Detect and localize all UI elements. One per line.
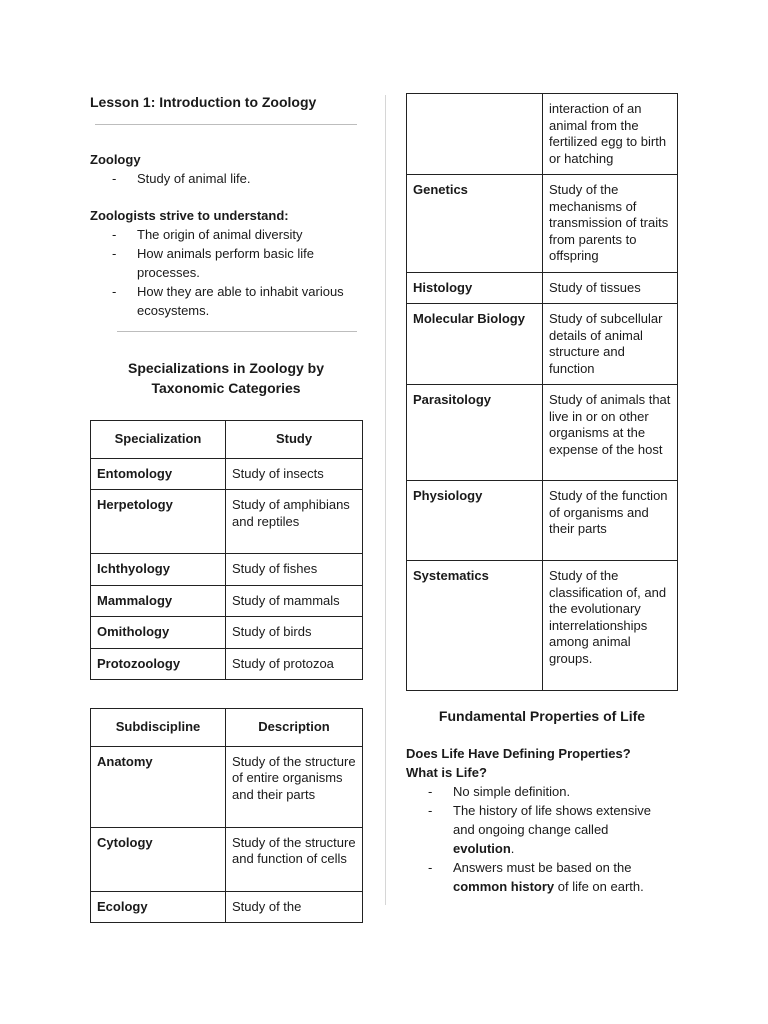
term-cell: Histology xyxy=(407,272,543,304)
life-bullet-emphasis xyxy=(453,878,644,896)
specializations-heading xyxy=(90,358,362,398)
divider-top xyxy=(95,124,357,125)
bullet-dash: - xyxy=(112,171,117,186)
table-row xyxy=(91,458,363,490)
specializations-heading-line1: Specializations in Zoology by xyxy=(127,360,325,376)
evolution-term: evolution xyxy=(453,841,511,856)
period: . xyxy=(510,841,515,856)
bullet-dash: - xyxy=(428,803,433,818)
life-bullet-text: Answers must be based on the xyxy=(453,860,632,875)
divider-mid xyxy=(117,331,357,332)
fundamental-heading: Fundamental Properties of Life xyxy=(438,708,646,724)
column-divider xyxy=(385,95,386,905)
lesson-title: Lesson 1: Introduction to Zoology xyxy=(90,94,317,110)
table-row xyxy=(407,385,678,481)
specialization-table xyxy=(90,420,363,680)
table-row xyxy=(407,561,678,691)
table-row xyxy=(407,481,678,561)
life-bullet-rest: of life on earth. xyxy=(554,879,644,894)
desc-cell: Study of amphibians and reptiles xyxy=(226,490,363,554)
strive-bullet-text: How they are able to inhabit various xyxy=(137,284,344,299)
table-row xyxy=(407,175,678,273)
table-row xyxy=(91,891,363,923)
desc-cell: Study of tissues xyxy=(543,272,678,304)
term-cell: Systematics xyxy=(407,561,543,691)
term-cell: Cytology xyxy=(91,827,226,891)
table-row xyxy=(407,272,678,304)
desc-cell: Study of protozoa xyxy=(226,648,363,680)
bullet-dash: - xyxy=(112,227,117,242)
desc-cell: Study of insects xyxy=(226,458,363,490)
desc-cell: Study of the function of organisms and their parts xyxy=(543,481,678,561)
zoology-heading: Zoology xyxy=(90,152,141,167)
term-cell: Ecology xyxy=(91,891,226,923)
table-row xyxy=(407,94,678,175)
subdiscipline-table xyxy=(90,708,363,923)
term-cell: Ichthyology xyxy=(91,554,226,586)
strive-bullet-text: processes. xyxy=(137,265,200,280)
table-row xyxy=(91,490,363,554)
desc-cell: Study of subcellular details of animal structure and function xyxy=(543,304,678,385)
table-header: Description xyxy=(226,709,363,747)
term-cell: Anatomy xyxy=(91,746,226,827)
strive-bullet-text: ecosystems. xyxy=(137,303,210,318)
desc-cell: interaction of an animal from the fertilized egg to birth or hatching xyxy=(543,94,678,175)
desc-cell: Study of the classification of, and the evolutionary interrelationships among animal groups. xyxy=(543,561,678,691)
question-2: What is Life? xyxy=(406,765,487,780)
question-1: Does Life Have Defining Properties? xyxy=(406,746,631,761)
table-header: Specialization xyxy=(91,421,226,459)
life-bullet-text: No simple definition. xyxy=(453,784,571,799)
term-cell: Omithology xyxy=(91,617,226,649)
term-cell: Parasitology xyxy=(407,385,543,481)
table-row xyxy=(91,585,363,617)
desc-cell: Study of the mechanisms of transmission of traits from parents to offspring xyxy=(543,175,678,273)
term-cell: Mammalogy xyxy=(91,585,226,617)
desc-cell: Study of mammals xyxy=(226,585,363,617)
table-row xyxy=(91,648,363,680)
term-cell: Genetics xyxy=(407,175,543,273)
desc-cell: Study of birds xyxy=(226,617,363,649)
bullet-dash: - xyxy=(428,784,433,799)
table-row xyxy=(91,617,363,649)
term-cell: Herpetology xyxy=(91,490,226,554)
desc-cell: Study of fishes xyxy=(226,554,363,586)
desc-cell: Study of the structure of entire organisms and their parts xyxy=(226,746,363,827)
table-row xyxy=(91,827,363,891)
bullet-dash: - xyxy=(112,284,117,299)
desc-cell: Study of the xyxy=(226,891,363,923)
table-row xyxy=(91,554,363,586)
desc-cell: Study of animals that live in or on other organisms at the expense of the host xyxy=(543,385,678,481)
term-cell: Physiology xyxy=(407,481,543,561)
table-header: Subdiscipline xyxy=(91,709,226,747)
subdiscipline-table-continued xyxy=(406,93,678,691)
table-header: Study xyxy=(226,421,363,459)
life-bullet-emphasis xyxy=(453,840,514,858)
term-cell xyxy=(407,94,543,175)
strive-bullet-text: How animals perform basic life xyxy=(137,246,315,261)
strive-bullet-text: The origin of animal diversity xyxy=(137,227,303,242)
table-row xyxy=(91,746,363,827)
bullet-dash: - xyxy=(112,246,117,261)
life-bullet-text: The history of life shows extensive xyxy=(453,803,651,818)
strive-heading: Zoologists strive to understand: xyxy=(90,208,289,223)
zoology-bullet-text: Study of animal life. xyxy=(137,171,251,186)
term-cell: Molecular Biology xyxy=(407,304,543,385)
term-cell: Entomology xyxy=(91,458,226,490)
common-history-term: common history xyxy=(453,879,555,894)
table-row xyxy=(407,304,678,385)
specializations-heading-line2: Taxonomic Categories xyxy=(151,380,301,396)
bullet-dash: - xyxy=(428,860,433,875)
life-bullet-text: and ongoing change called xyxy=(453,822,609,837)
term-cell: Protozoology xyxy=(91,648,226,680)
desc-cell: Study of the structure and function of cells xyxy=(226,827,363,891)
